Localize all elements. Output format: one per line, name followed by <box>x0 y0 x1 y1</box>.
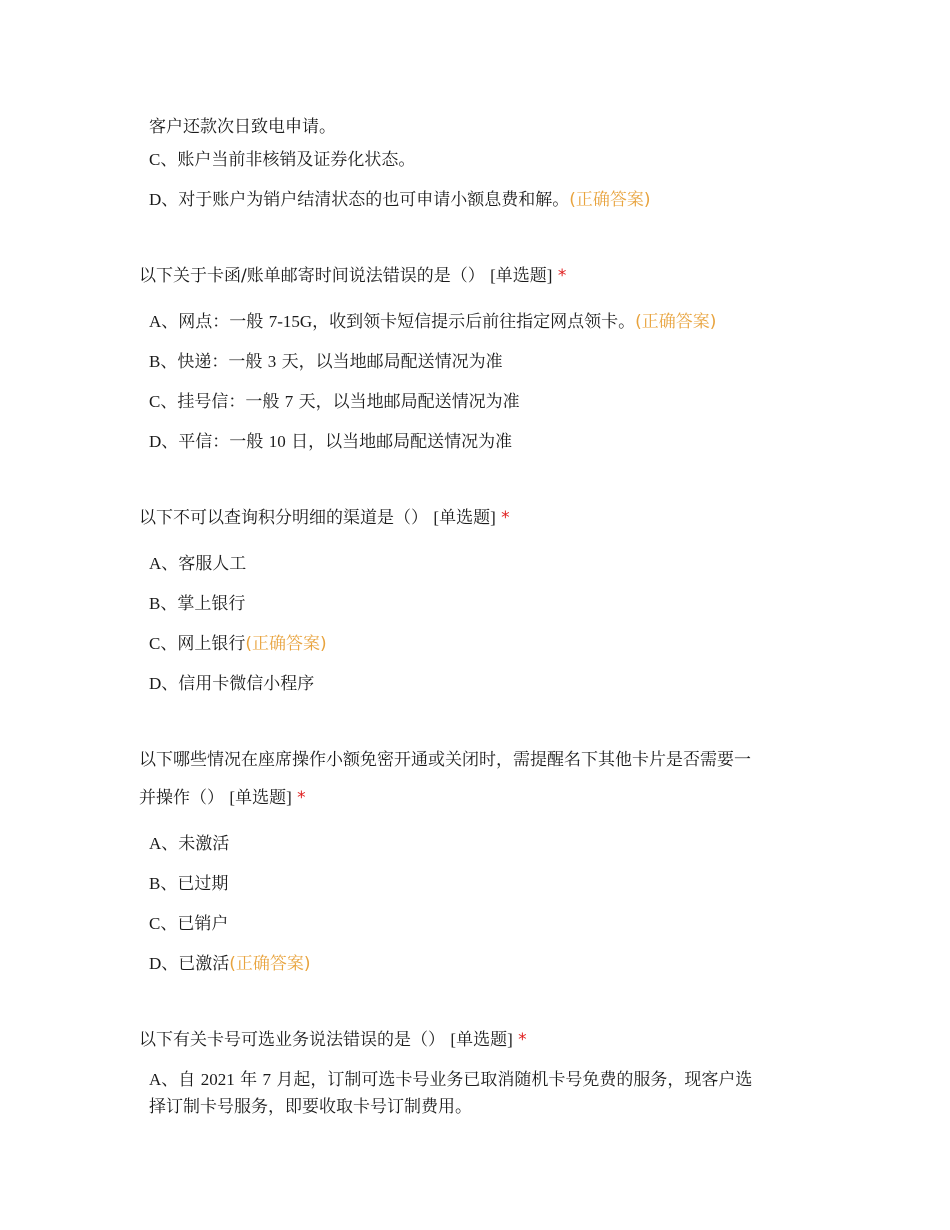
question-title-continued: 并操作（） [单选题] * <box>139 788 306 808</box>
option-item: A、客服人工 <box>149 554 247 574</box>
correct-answer-marker: (正确答案) <box>569 190 651 210</box>
question-title: 以下关于卡函/账单邮寄时间说法错误的是（） [单选题] * <box>139 266 567 286</box>
option-item: C、挂号信：一般 7 天，以当地邮局配送情况为准 <box>149 392 520 412</box>
option-item: A、未激活 <box>149 834 230 854</box>
option-item: B、掌上银行 <box>149 594 246 614</box>
question-type-tag: [单选题] <box>229 788 292 807</box>
option-item: C、账户当前非核销及证券化状态。 <box>149 150 416 170</box>
option-item: B、快递：一般 3 天，以当地邮局配送情况为准 <box>149 352 503 372</box>
option-item: D、已激活(正确答案) <box>149 954 311 974</box>
required-mark: * <box>501 508 510 528</box>
option-continuation: 客户还款次日致电申请。 <box>149 117 336 137</box>
question-type-tag: [单选题] <box>433 508 496 527</box>
question-type-tag: [单选题] <box>450 1030 513 1049</box>
question-title: 以下哪些情况在座席操作小额免密开通或关闭时，需提醒名下其他卡片是否需要一 <box>139 750 751 770</box>
correct-answer-marker: (正确答案) <box>245 634 327 654</box>
required-mark: * <box>297 788 306 808</box>
question-title: 以下有关卡号可选业务说法错误的是（） [单选题] * <box>139 1030 527 1050</box>
option-item: D、信用卡微信小程序 <box>149 674 315 694</box>
question-title: 以下不可以查询积分明细的渠道是（） [单选题] * <box>139 508 510 528</box>
option-continuation: 择订制卡号服务，即要收取卡号订制费用。 <box>149 1097 472 1117</box>
correct-answer-marker: (正确答案) <box>635 312 717 332</box>
question-type-tag: [单选题] <box>490 266 553 285</box>
option-item: C、网上银行(正确答案) <box>149 634 327 654</box>
required-mark: * <box>557 266 567 286</box>
required-mark: * <box>518 1030 527 1050</box>
option-item: C、已销户 <box>149 914 229 934</box>
correct-answer-marker: (正确答案) <box>229 954 311 974</box>
option-item: A、网点：一般 7-15G，收到领卡短信提示后前往指定网点领卡。(正确答案) <box>149 312 717 332</box>
option-item: D、平信：一般 10 日，以当地邮局配送情况为准 <box>149 432 513 452</box>
option-item: B、已过期 <box>149 874 229 894</box>
option-item: A、自 2021 年 7 月起，订制可选卡号业务已取消随机卡号免费的服务，现客户选 <box>149 1070 753 1090</box>
option-item: D、对于账户为销户结清状态的也可申请小额息费和解。(正确答案) <box>149 190 651 210</box>
